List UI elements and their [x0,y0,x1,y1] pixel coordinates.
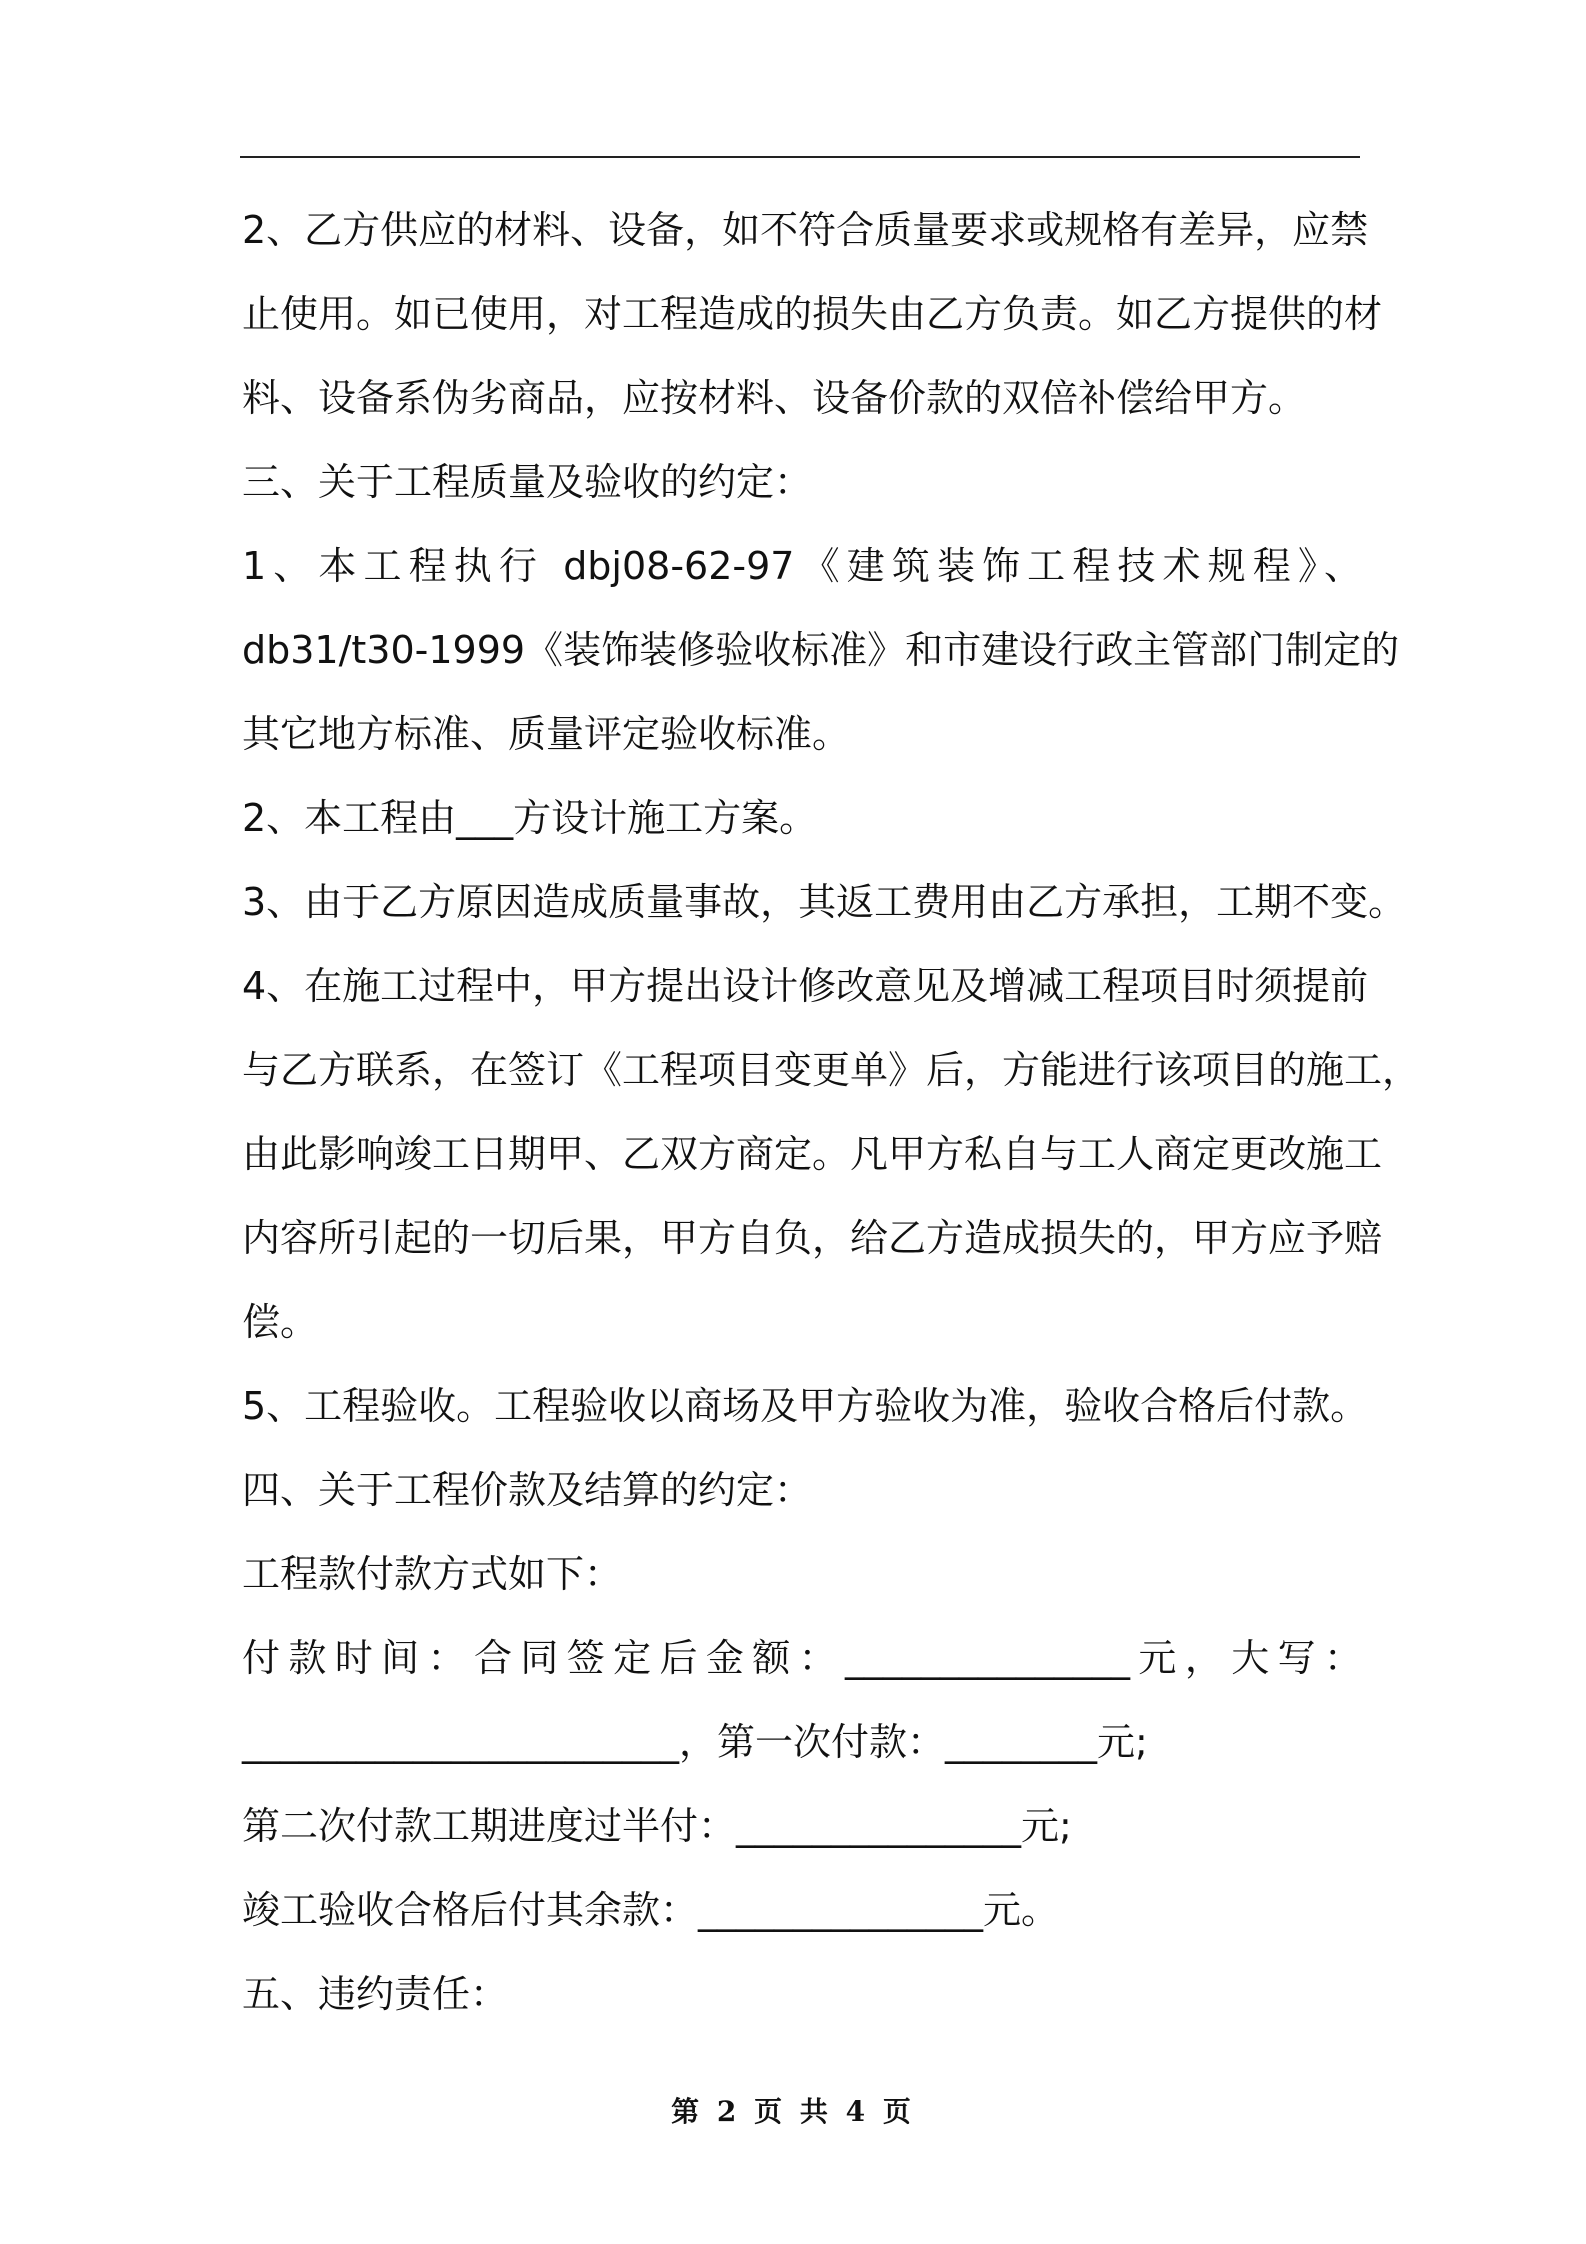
section-heading: 五、违约责任： [242,1972,509,2016]
paragraph-line: 其它地方标准、质量评定验收标准。 [242,712,851,756]
payment-line: _______________________，第一次付款：________元; [242,1720,1148,1764]
paragraph-line: 1、本工程执行 dbj08-62-97《建筑装饰工程技术规程》、 [242,544,1362,588]
paragraph-line: db31/t30-1999《装饰装修验收标准》和市建设行政主管部门制定的 [242,628,1400,672]
paragraph-line: 2、乙方供应的材料、设备，如不符合质量要求或规格有差异，应禁 [242,208,1369,252]
payment-line: 竣工验收合格后付其余款：_______________元。 [242,1888,1060,1932]
paragraph-line: 3、由于乙方原因造成质量事故，其返工费用由乙方承担，工期不变。 [242,880,1407,924]
paragraph-line: 4、在施工过程中，甲方提出设计修改意见及增减工程项目时须提前 [242,964,1369,1008]
section-heading: 三、关于工程质量及验收的约定： [242,460,813,504]
paragraph-line: 内容所引起的一切后果，甲方自负，给乙方造成损失的，甲方应予赔 [242,1216,1383,1260]
page-indicator: 第 2 页 共 4 页 [671,2095,915,2128]
paragraph-line: 由此影响竣工日期甲、乙双方商定。凡甲方私自与工人商定更改施工 [242,1132,1383,1176]
paragraph-line: 偿。 [242,1300,319,1344]
paragraph-line: 工程款付款方式如下： [242,1552,623,1596]
paragraph-line: 2、本工程由___方设计施工方案。 [242,796,818,840]
paragraph-line: 与乙方联系，在签订《工程项目变更单》后，方能进行该项目的施工， [242,1048,1421,1092]
section-heading: 四、关于工程价款及结算的约定： [242,1468,813,1512]
paragraph-line: 料、设备系伪劣商品，应按材料、设备价款的双倍补偿给甲方。 [242,376,1307,420]
payment-line: 第二次付款工期进度过半付：_______________元; [242,1804,1072,1848]
paragraph-line: 止使用。如已使用，对工程造成的损失由乙方负责。如乙方提供的材 [242,292,1383,336]
paragraph-line: 5、工程验收。工程验收以商场及甲方验收为准，验收合格后付款。 [242,1384,1369,1428]
payment-line: 付款时间：合同签定后金额：_______________元，大写： [242,1636,1362,1680]
